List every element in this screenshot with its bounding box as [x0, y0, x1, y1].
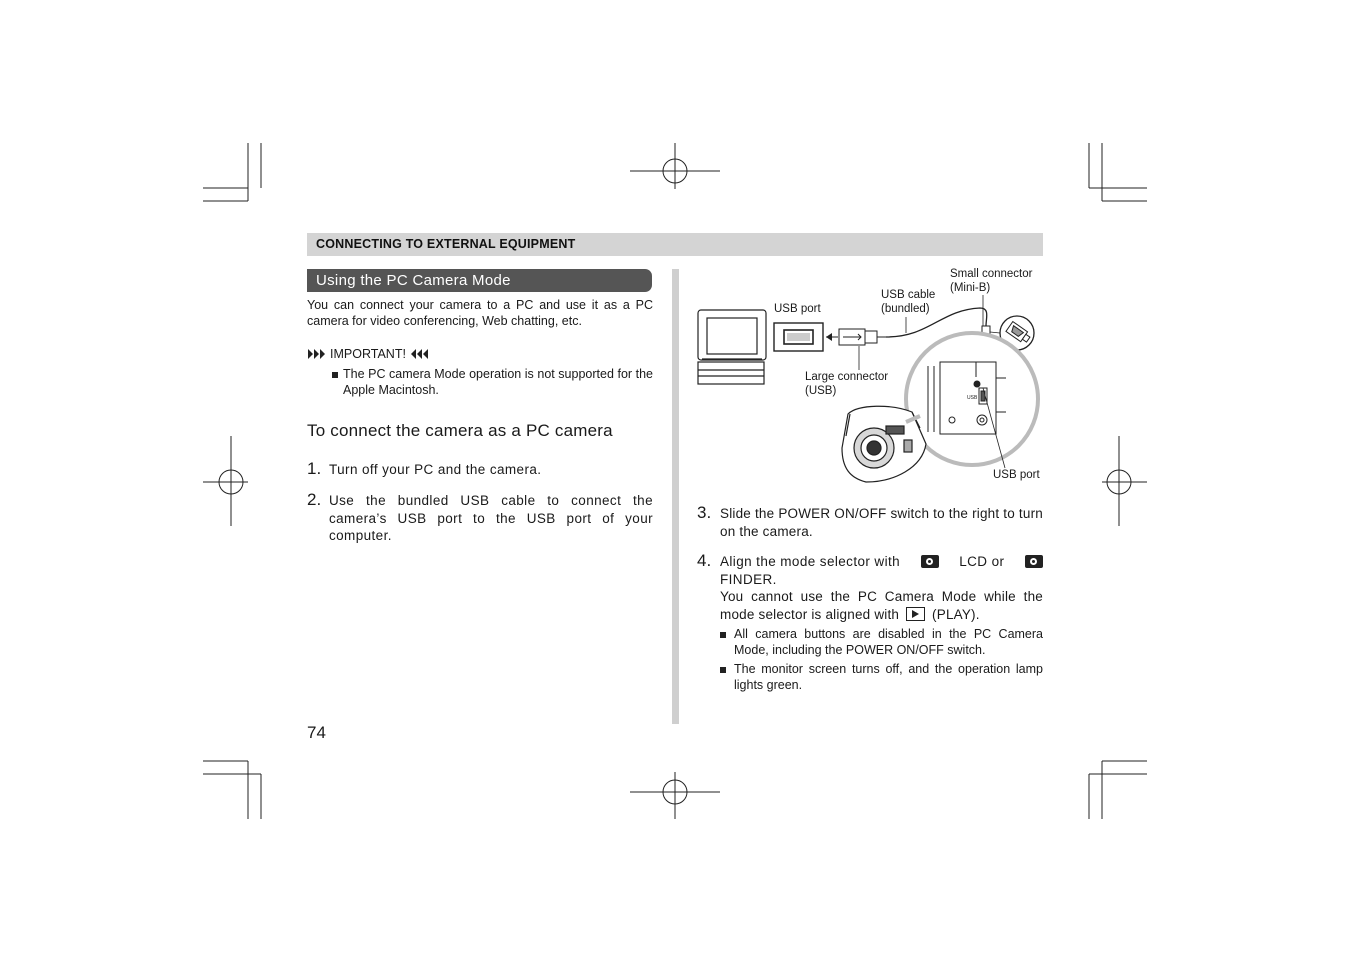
important-notice	[307, 347, 430, 361]
camera-lcd-mode-icon	[921, 555, 939, 568]
pc-usb-port-label: USB port	[774, 303, 821, 315]
page-number: 74	[307, 723, 326, 742]
step-4-text-a: Align the mode selector with	[720, 554, 901, 569]
step-1-text: Turn off your PC and the camera.	[329, 462, 542, 477]
important-right-icon	[410, 348, 430, 360]
step-4-number: 4.	[697, 551, 712, 570]
bullet-square-icon	[332, 372, 338, 378]
step-3-number: 3.	[697, 503, 712, 522]
note-item-1: All camera buttons are disabled in the PC Camera Mode, including the POWER ON/OFF switch.	[720, 627, 1043, 658]
computer-illustration	[698, 310, 766, 384]
section-title: Using the PC Camera Mode	[316, 272, 511, 289]
step-1-number: 1.	[307, 459, 322, 478]
important-label: IMPORTANT!	[330, 347, 406, 361]
camera-usb-mini-label: USB	[967, 395, 978, 401]
usb-cable-label: USB cable (bundled)	[881, 289, 936, 315]
bullet-square-icon	[720, 667, 726, 673]
camera-finder-mode-icon	[1025, 555, 1043, 568]
important-item: The PC camera Mode operation is not supported for the Apple Macintosh.	[332, 367, 653, 398]
chapter-header	[307, 233, 1043, 256]
bullet-square-icon	[720, 632, 726, 638]
pc-usb-port	[774, 323, 823, 351]
chapter-title: CONNECTING TO EXTERNAL EQUIPMENT	[316, 237, 576, 251]
step-2-text: Use the bundled USB cable to connect the camera’s USB port to the USB port of your computer.	[329, 493, 653, 543]
small-connector-label: Small connector (Mini-B)	[950, 268, 1033, 294]
step-3-text: Slide the POWER ON/OFF switch to the right to turn on the camera.	[720, 506, 1043, 539]
large-connector-label: Large connector (USB)	[805, 371, 889, 397]
step-4-text-e: (PLAY).	[932, 606, 980, 622]
column-divider	[672, 269, 679, 724]
procedure-title: To connect the camera as a PC camera	[307, 421, 613, 440]
step-2-number: 2.	[307, 490, 322, 509]
step-4-text	[720, 553, 1043, 623]
step-4-text-d: You cannot use the PC Camera Mode while the mode selector is aligned with	[720, 589, 1043, 622]
large-usb-connector	[839, 329, 886, 345]
intro-paragraph: You can connect your camera to a PC and use it as a PC camera for video conferencing, Web chatting, etc.	[307, 298, 653, 328]
play-mode-icon	[906, 607, 925, 621]
important-left-icon	[307, 348, 327, 360]
section-heading	[307, 269, 652, 292]
note-item-2: The monitor screen turns off, and the operation lamp lights green.	[720, 662, 1043, 693]
camera-usb-port-label: USB port	[993, 469, 1040, 481]
step-4-text-c: FINDER.	[720, 571, 777, 587]
step-4-text-b: LCD or	[959, 554, 1005, 569]
